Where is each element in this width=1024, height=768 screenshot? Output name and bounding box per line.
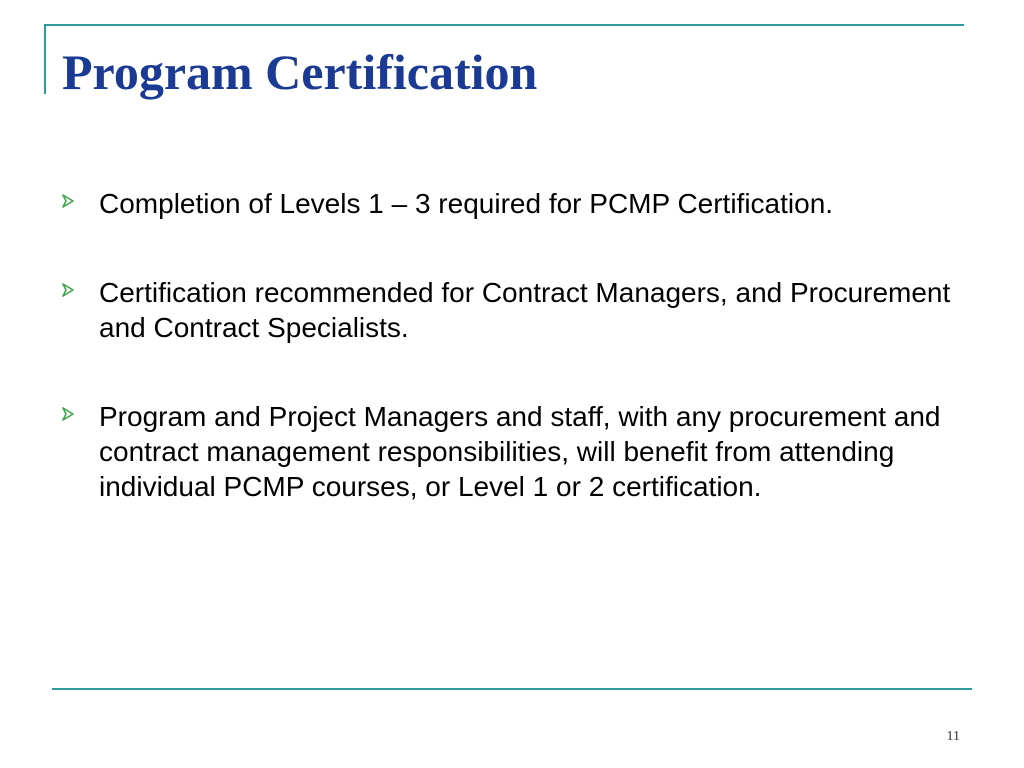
footer-rule [52,688,972,690]
arrow-bullet-icon [62,399,99,421]
page-number: 11 [946,729,960,744]
bullet-list [62,186,962,558]
bullet-text: Program and Project Managers and staff, with any procurement and contract management responsibilities, will benefit from attending individual PCMP courses, or Level 1 or 2 certification. [99,401,941,502]
slide-frame-top-rule [44,24,964,26]
bullet-text: Completion of Levels 1 – 3 required for PCMP Certification. [99,188,834,219]
slide-frame-left-rule [44,24,46,94]
bullet-item [62,275,962,345]
bullet-text: Certification recommended for Contract Managers, and Procurement and Contract Specialists. [99,277,951,343]
arrow-bullet-icon [62,186,99,208]
slide-title: Program Certification [62,44,538,100]
arrow-bullet-icon [62,275,99,297]
bullet-item [62,186,962,221]
bullet-item [62,399,962,504]
